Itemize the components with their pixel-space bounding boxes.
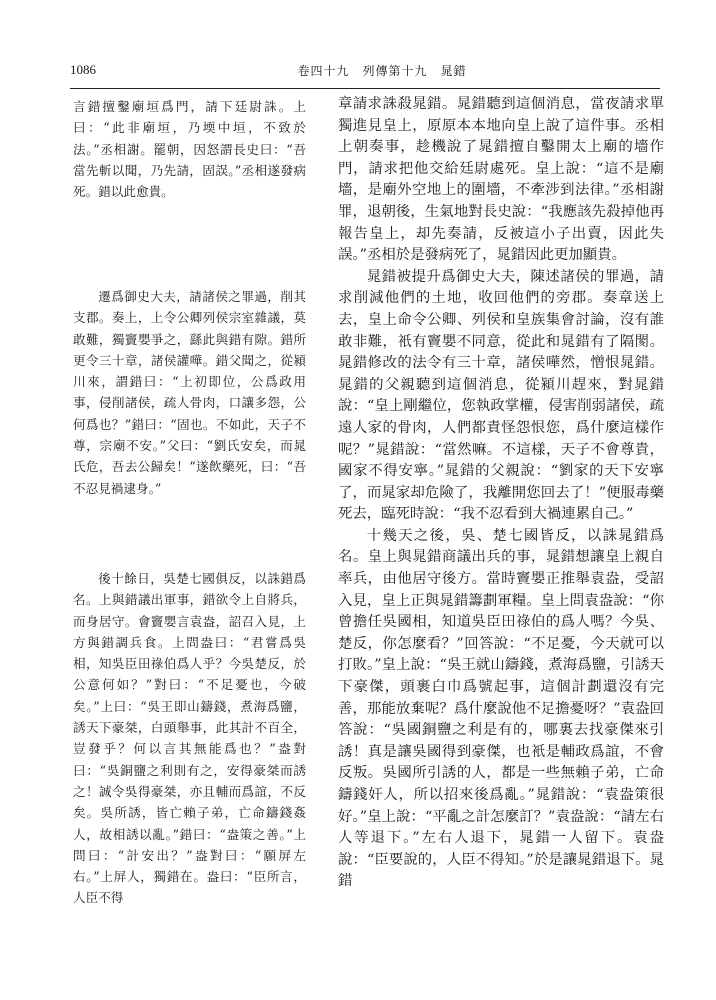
page-number: 1086 [70,62,96,77]
left-paragraph-3: 後十餘日，吳楚七國俱反，以誅錯爲名。上與錯議出軍事，錯欲令上自將兵，而身居守。會竇嬰言袁盎，詔召入見，上方與錯調兵食。上問盎曰：“君嘗爲吳相，知吳臣田祿伯爲人乎？今吳楚反，於公意何如？”對曰：“不足憂也，今破矣。”上曰：“吳王即山鑄錢，煮海爲鹽，誘天下豪桀，白頭舉事，此其計不百全，豈發乎？何以言其無能爲也？”盎對曰：“吳銅鹽之利則有之，安得豪桀而誘之！誠令吳得豪桀，亦且輔而爲誼，不反矣。吳所誘，皆亡賴子弟，亡命鑄錢姦人，故相誘以亂。”錯曰：“盎策之善。”上問曰：“計安出？”盎對曰：“願屏左右。”上屏人，獨錯在。盎曰：“臣所言，人臣不得 [73,571,306,906]
page-header [70,62,660,82]
right-paragraph-2: 晁錯被提升爲御史大夫，陳述諸侯的罪過，請求削減他們的土地，收回他們的旁郡。奏章送上去，皇上命令公卿、列侯和皇族集會討論，沒有誰敢非難，衹有竇嬰不同意，從此和晁錯有了隔閡。晁錯修改的法令有三十章，諸侯嘩然，憎恨晁錯。晁錯的父親聽到這個消息，從潁川趕來，對晁錯說：“皇上剛繼位，您執政掌權，侵害削弱諸侯，疏遠人家的骨肉，人們都責怪怨恨您，爲什麼這樣作呢？”晁錯說：“當然嘛。不這樣，天子不會尊貴，國家不得安寧。”晁錯的父親說：“劉家的天下安寧了，而晁家却危險了，我離開您回去了！”便服毒藥死去，臨死時說：“我不忍看到大禍連累自己。” [338,268,664,523]
right-paragraph-1: 章請求誅殺晁錯。晁錯聽到這個消息，當夜請求單獨進見皇上，原原本本地向皇上說了這件事。丞相上朝奏事，趁機說了晁錯擅自鑿開太上廟的墻作門，請求把他交給廷尉處死。皇上說：“這不是廟墻，是廟外空地上的圍墻，不牽涉到法律。”丞相謝罪，退朝後，生氣地對長史說：“我應該先殺掉他再報告皇上，却先奏請，反被這小子出賣，因此失誤。”丞相於是發病死了，晁錯因此更加顯貴。 [338,96,664,264]
left-paragraph-2: 遷爲御史大夫，請諸侯之罪過，削其支郡。奏上，上令公卿列侯宗室雜議，莫敢難，獨竇嬰爭之，繇此與錯有隙。錯所更令三十章，諸侯讙嘩。錯父聞之，從潁川來，謂錯曰：“上初即位，公爲政用事，侵削諸侯，疏人骨肉，口讓多怨，公何爲也？”錯曰：“固也。不如此，天子不尊，宗廟不安。”父曰：“劉氏安矣，而晁氏危，吾去公歸矣！”遂飲藥死，曰：“吾不忍見禍逮身。” [73,289,306,496]
right-column-translation [338,94,664,893]
right-paragraph-3: 十幾天之後，吳、楚七國皆反，以誅晁錯爲名。皇上與晁錯商議出兵的事，晁錯想讓皇上親自率兵，由他居守後方。當時竇嬰正推舉袁盎，受詔入見，皇上正與晁錯籌劃軍糧。皇上問袁盎說：“你曾擔任吳國相，知道吳臣田祿伯的爲人嗎？今吳、楚反，你怎麼看？”回答說：“不足憂，今天就可以打敗。”皇上說：“吳王就山鑄錢，煮海爲鹽，引誘天下豪傑，頭裹白巾爲號起事，這個計劃還沒有完善，那能放棄呢？爲什麼說他不足擔憂呀？”袁盎回答說：“吳國銅鹽之利是有的，哪裏去找豪傑來引誘！真是讓吳國得到豪傑，也衹是輔政爲誼，不會反叛。吳國所引誘的人，都是一些無賴子弟，亡命鑄錢奸人，所以招來後爲亂。”晁錯說：“袁盎策很好。”皇上說：“平亂之計怎麼訂？”袁盎說：“請左右人等退下。”左右人退下，晁錯一人留下。袁盎說：“臣要說的，人臣不得知。”於是讓晁錯退下。晁錯 [338,527,664,890]
left-paragraph-1: 言錯擅鑿廟垣爲門，請下廷尉誅。上曰：“此非廟垣，乃堧中垣，不致於法。”丞相謝。罷朝，因怒謂長史曰：“吾當先斬以聞，乃先請，固誤。”丞相遂發病死。錯以此愈貴。 [73,99,306,200]
header-rule [70,88,660,89]
running-head: 卷四十九 列傳第十九 晁錯 [297,64,467,78]
